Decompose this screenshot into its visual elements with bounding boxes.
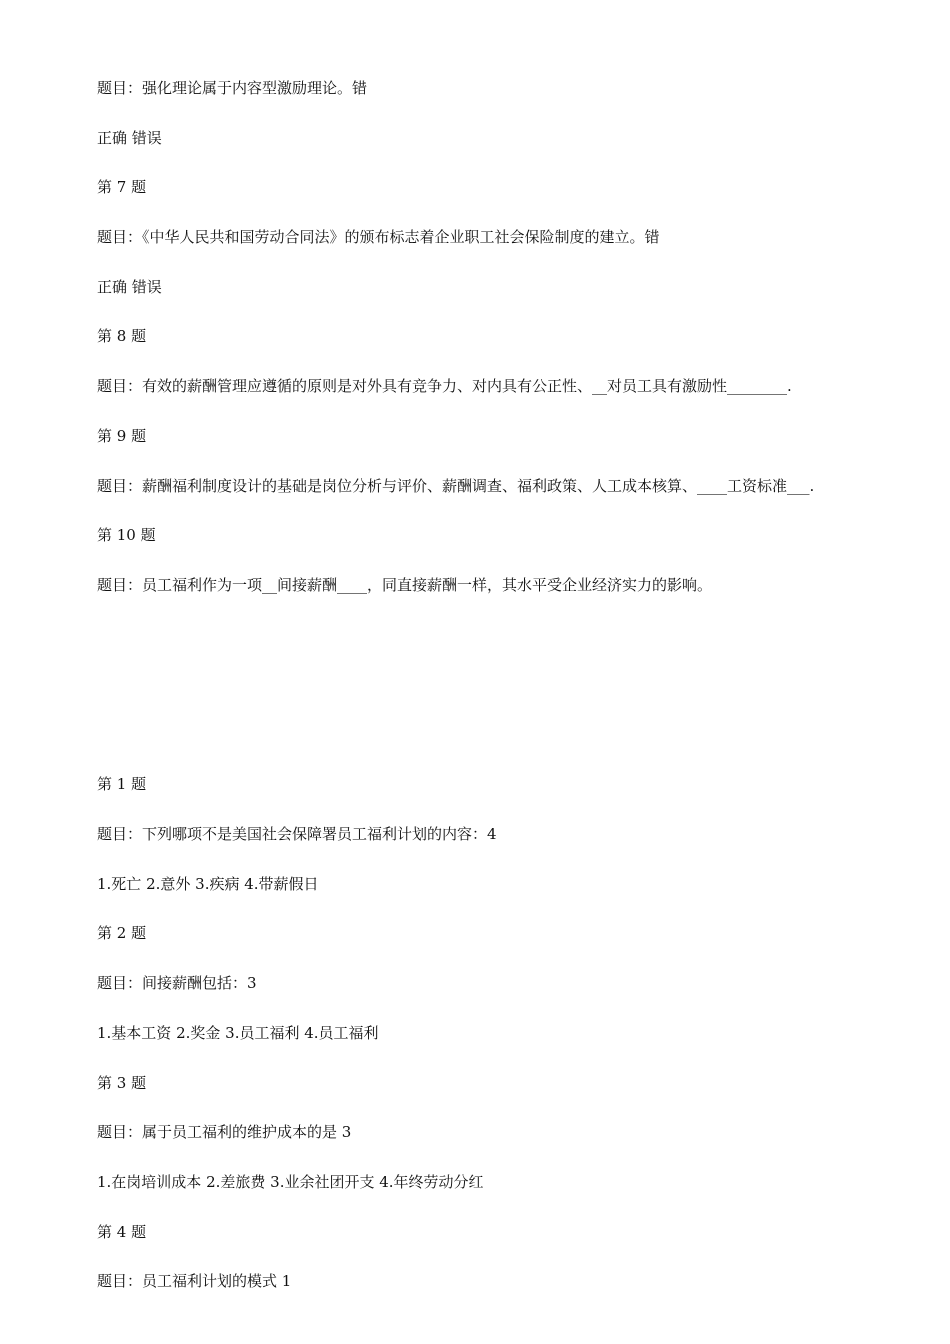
question-text: 题目：薪酬福利制度设计的基础是岗位分析与评价、薪酬调查、福利政策、人工成本核算、____工资标准___. xyxy=(97,477,815,495)
question-number: 第 7 题 xyxy=(97,178,147,196)
question-number: 第 8 题 xyxy=(97,327,147,345)
answer-options: 1.死亡 2.意外 3.疾病 4.带薪假日 xyxy=(97,875,319,893)
question-number: 第 10 题 xyxy=(97,526,156,544)
question-number: 第 9 题 xyxy=(97,427,147,445)
question-text: 题目：间接薪酬包括：3 xyxy=(97,974,257,992)
question-number: 第 2 题 xyxy=(97,924,147,942)
question-text: 题目：员工福利作为一项__间接薪酬____，同直接薪酬一样，其水平受企业经济实力的影响。 xyxy=(97,576,713,594)
answer-options: 1.在岗培训成本 2.差旅费 3.业余社团开支 4.年终劳动分红 xyxy=(97,1173,484,1191)
question-number: 第 4 题 xyxy=(97,1223,147,1241)
question-text: 题目：属于员工福利的维护成本的是 3 xyxy=(97,1123,352,1141)
question-number: 第 1 题 xyxy=(97,775,147,793)
answer-options: 正确 错误 xyxy=(97,278,162,296)
question-number: 第 3 题 xyxy=(97,1074,147,1092)
question-text: 题目：员工福利计划的模式 1 xyxy=(97,1272,292,1290)
question-text: 题目：《中华人民共和国劳动合同法》的颁布标志着企业职工社会保险制度的建立。错 xyxy=(97,228,660,246)
question-text: 题目：有效的薪酬管理应遵循的原则是对外具有竞争力、对内具有公正性、__对员工具有激励性________. xyxy=(97,377,792,395)
question-text: 题目：下列哪项不是美国社会保障署员工福利计划的内容：4 xyxy=(97,825,497,843)
answer-options: 1.基本工资 2.奖金 3.员工福利 4.员工福利 xyxy=(97,1024,379,1042)
question-text: 题目：强化理论属于内容型激励理论。错 xyxy=(97,79,368,97)
answer-options: 正确 错误 xyxy=(97,129,162,147)
